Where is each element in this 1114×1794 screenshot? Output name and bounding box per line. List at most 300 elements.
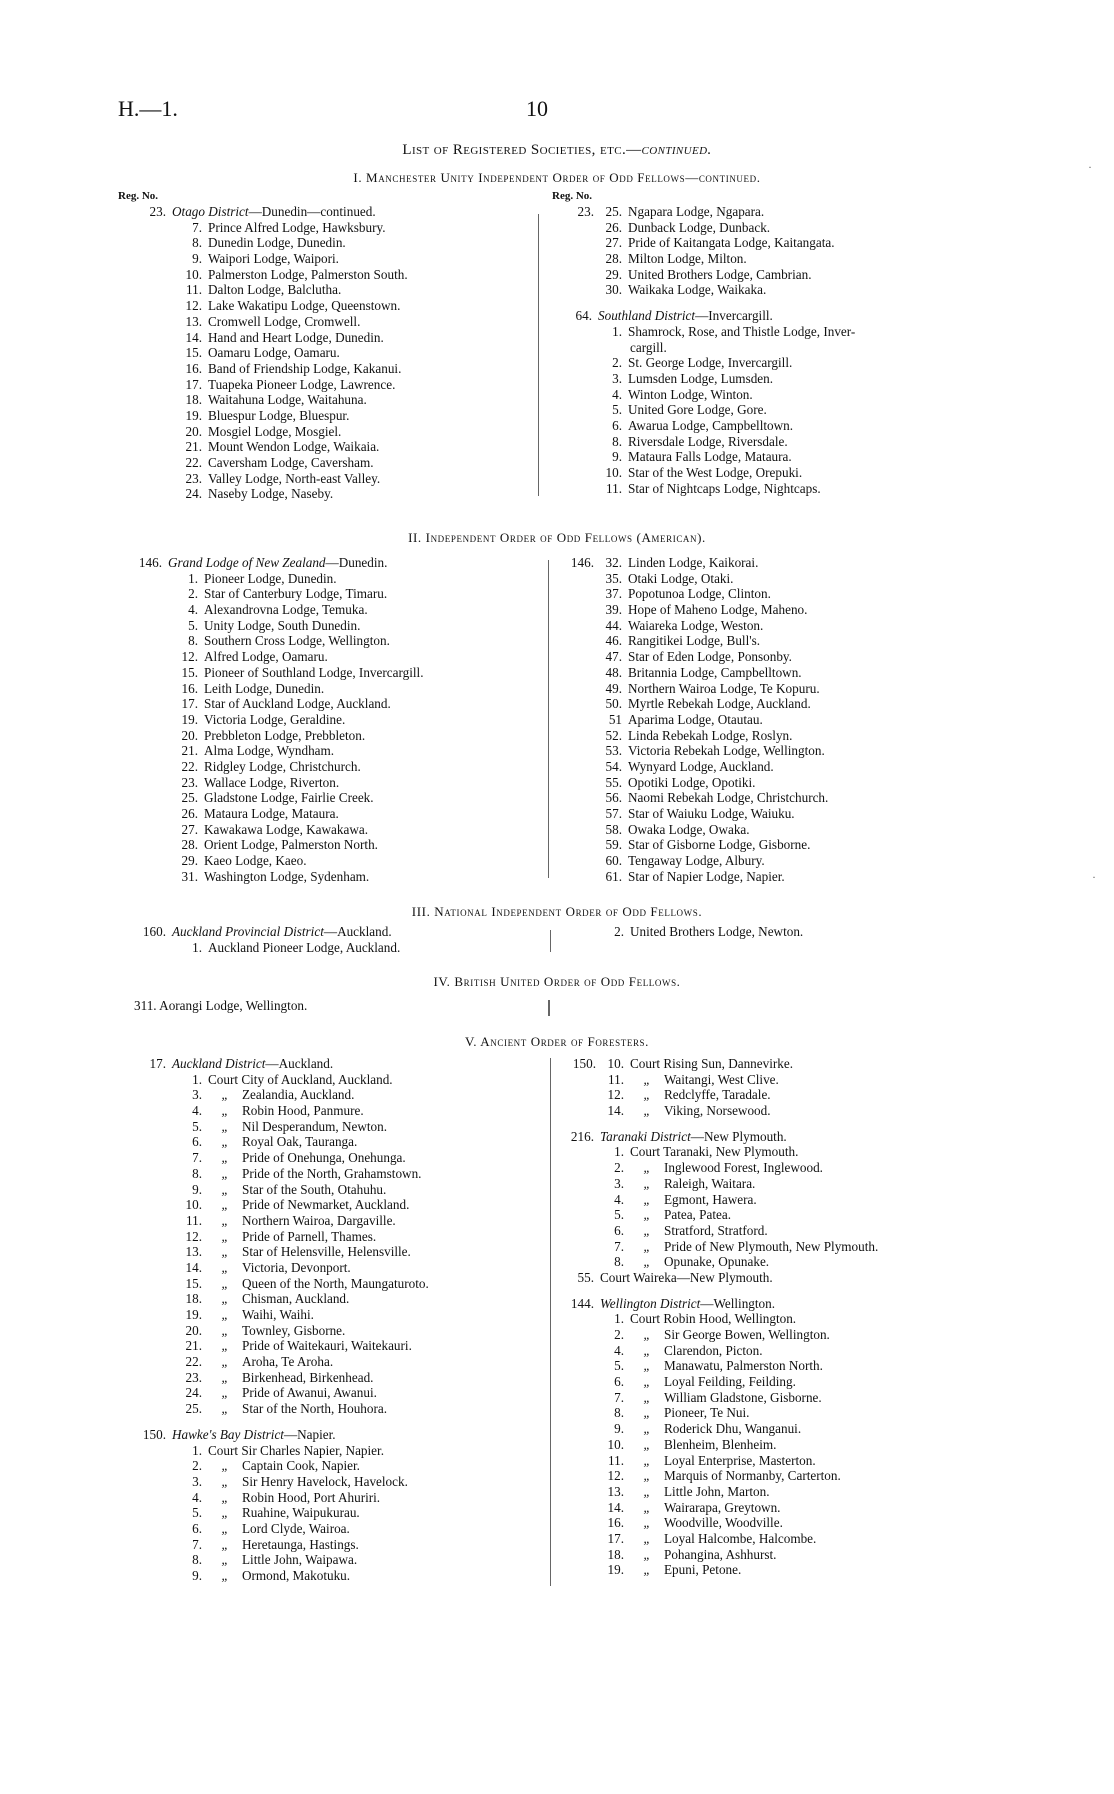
item-text: United Brothers Lodge, Newton. (630, 924, 804, 939)
item-text: Townley, Gisborne. (242, 1322, 346, 1338)
item-text: Band of Friendship Lodge, Kakanui. (208, 360, 402, 376)
item-text: Inglewood Forest, Inglewood. (664, 1160, 823, 1176)
item-number: 59. (605, 837, 622, 853)
item-number: 1. (614, 1144, 624, 1160)
item-number: 5. (614, 1358, 624, 1374)
item-number: 22. (181, 758, 198, 774)
list-item (168, 759, 424, 775)
list-item (600, 1072, 878, 1088)
ditto-mark: „ (221, 1536, 229, 1552)
item-text: Waitahuna Lodge, Waitahuna. (208, 392, 367, 408)
item-number: 12. (185, 1228, 202, 1244)
ditto-mark: „ (643, 1452, 651, 1468)
list-item (172, 1323, 429, 1339)
item-text: Pride of Newmarket, Auckland. (242, 1197, 410, 1213)
ditto-mark: „ (643, 1499, 651, 1515)
ditto-mark: „ (221, 1087, 229, 1103)
item-number: 17. (181, 696, 198, 712)
item-text: Dalton Lodge, Balclutha. (208, 282, 342, 298)
item-number: 32. (605, 555, 622, 570)
item-text: Ormond, Makotuku. (242, 1568, 351, 1583)
item-text: Aparima Lodge, Otautau. (628, 711, 763, 727)
item-number: 16. (607, 1515, 624, 1531)
reg-number: 144. (570, 1295, 594, 1311)
list-item (600, 1484, 878, 1500)
list-item (172, 1552, 429, 1568)
district-heading (138, 555, 424, 571)
item-number: 8. (612, 433, 622, 449)
list-item (598, 586, 828, 602)
margin-mark: · (1088, 160, 1092, 174)
item-number: 7. (192, 219, 202, 235)
section-4-left-column (134, 998, 307, 1014)
item-text: Lake Wakatipu Lodge, Queenstown. (208, 298, 401, 314)
item-text: Redclyffe, Taradale. (664, 1087, 771, 1103)
item-text: Star of the West Lodge, Orepuki. (628, 465, 803, 480)
item-number: 9. (192, 1568, 202, 1583)
district-place: —Wellington. (700, 1295, 776, 1311)
item-number: 16. (181, 680, 198, 696)
list-item (172, 1134, 429, 1150)
item-text: Pioneer Lodge, Dunedin. (204, 570, 337, 586)
item-text: Pride of the North, Grahamstown. (242, 1165, 422, 1181)
item-text: Shamrock, Rose, and Thistle Lodge, Inver- (628, 323, 856, 339)
item-number: 17. (185, 376, 202, 392)
item-number: 2. (614, 1160, 624, 1176)
list-item (600, 1405, 878, 1421)
list-item (172, 345, 408, 361)
list-item (598, 235, 855, 251)
list-item (168, 869, 424, 885)
ditto-mark: „ (643, 1374, 651, 1390)
item-number: 23. (185, 470, 202, 486)
reg-number: 311. (134, 998, 157, 1013)
ditto-mark: „ (221, 1354, 229, 1370)
list-item (598, 449, 855, 465)
item-text: Pride of Parnell, Thames. (242, 1228, 377, 1244)
list-item (172, 1103, 429, 1119)
list-item (172, 1213, 429, 1229)
ditto-mark: „ (221, 1322, 229, 1338)
item-text: United Gore Lodge, Gore. (628, 402, 767, 418)
list-item (168, 649, 424, 665)
item-text: Kaeo Lodge, Kaeo. (204, 853, 307, 869)
item-number: 19. (185, 407, 202, 423)
item-number: 2. (188, 586, 198, 602)
list-item (577, 1269, 878, 1286)
ditto-mark: „ (221, 1134, 229, 1150)
item-text: Egmont, Hawera. (664, 1191, 757, 1207)
item-number: 1. (192, 939, 202, 955)
item-text: Prebbleton Lodge, Prebbleton. (204, 727, 366, 743)
list-item (600, 1311, 878, 1327)
item-text: Oamaru Lodge, Oamaru. (208, 345, 340, 361)
section-1-left-column (149, 204, 408, 502)
item-number: 8. (188, 633, 198, 649)
list-item (600, 1087, 878, 1103)
list-item (598, 681, 828, 697)
list-item (168, 837, 424, 853)
list-item (598, 220, 855, 236)
ditto-mark: „ (221, 1568, 229, 1583)
list-item (598, 418, 855, 434)
item-text: Tengaway Lodge, Albury. (628, 853, 765, 869)
item-text: Court Sir Charles Napier, Napier. (208, 1442, 384, 1458)
item-text: Star of Helensville, Helensville. (242, 1244, 411, 1260)
item-number: 14. (607, 1103, 624, 1119)
item-number: 6. (612, 417, 622, 433)
reg-no-label-left: Reg. No. (118, 190, 159, 202)
list-item (172, 1490, 429, 1506)
item-text: Pioneer, Te Nui. (664, 1405, 750, 1421)
reg-number: 55. (577, 1269, 594, 1285)
ditto-mark: „ (221, 1244, 229, 1260)
item-number: 13. (185, 1244, 202, 1260)
list-item (172, 471, 408, 487)
list-item (168, 602, 424, 618)
item-number: 1. (192, 1442, 202, 1458)
ditto-mark: „ (643, 1389, 651, 1405)
list-item (598, 387, 855, 403)
ditto-mark: „ (221, 1401, 229, 1417)
item-number: 11. (186, 282, 202, 298)
item-text: Waikaka Lodge, Waikaka. (628, 282, 767, 298)
item-text: Captain Cook, Napier. (242, 1458, 360, 1474)
list-item (172, 392, 408, 408)
item-number: 2. (192, 1458, 202, 1474)
list-item (598, 696, 828, 712)
item-number: 25. (605, 204, 622, 219)
list-item (600, 1144, 878, 1160)
item-number: 11. (186, 1212, 202, 1228)
list-item (600, 1223, 878, 1239)
list-item (172, 1276, 429, 1292)
item-number: 4. (614, 1191, 624, 1207)
list-item (172, 1166, 429, 1182)
ditto-mark: „ (221, 1307, 229, 1322)
item-text: Tuapeka Pioneer Lodge, Lawrence. (208, 376, 396, 392)
list-item (168, 822, 424, 838)
list-item (168, 633, 424, 649)
item-text: Hand and Heart Lodge, Dunedin. (208, 329, 384, 345)
item-number: 3. (192, 1473, 202, 1489)
item-number: 35. (605, 570, 622, 586)
ditto-mark: „ (643, 1222, 651, 1238)
reg-number: 146. (138, 555, 162, 570)
item-text: Aorangi Lodge, Wellington. (159, 998, 308, 1013)
margin-mark: · (1092, 870, 1096, 884)
item-number: 26. (181, 806, 198, 821)
item-text: Dunedin Lodge, Dunedin. (208, 235, 346, 251)
item-text: St. George Lodge, Invercargill. (628, 355, 793, 371)
item-number: 15. (185, 345, 202, 361)
item-text: Alfred Lodge, Oamaru. (204, 649, 328, 665)
item-number: 26. (605, 219, 622, 235)
item-text: Chisman, Auckland. (242, 1291, 350, 1307)
list-item (168, 806, 424, 822)
district-heading (570, 1295, 878, 1312)
ditto-mark: „ (221, 1291, 229, 1307)
item-number: 18. (607, 1546, 624, 1562)
item-number: 52. (605, 727, 622, 743)
item-number: 4. (612, 386, 622, 402)
column-divider (550, 930, 551, 952)
section-3-left-column (142, 924, 401, 955)
ditto-mark: „ (221, 1473, 229, 1489)
item-text: Gladstone Lodge, Fairlie Creek. (204, 790, 374, 806)
district-name: Taranaki District (600, 1128, 691, 1144)
district-place: —Auckland. (265, 1056, 334, 1071)
list-item (172, 1385, 429, 1401)
item-number: 27. (181, 821, 198, 837)
list-item (600, 1515, 878, 1531)
list-item (168, 853, 424, 869)
item-text: Alma Lodge, Wyndham. (204, 743, 335, 759)
list-item (172, 220, 408, 236)
item-number: 14. (607, 1499, 624, 1515)
item-number: 29. (605, 266, 622, 282)
ditto-mark: „ (643, 1358, 651, 1374)
list-item (168, 618, 424, 634)
item-text: Star of Gisborne Lodge, Gisborne. (628, 837, 811, 853)
item-text: Mataura Falls Lodge, Mataura. (628, 449, 792, 465)
item-text: Manawatu, Palmerston North. (664, 1358, 823, 1374)
list-item (600, 1103, 878, 1119)
item-number: 4. (192, 1489, 202, 1505)
item-number: 1. (192, 1071, 202, 1087)
item-text: Cromwell Lodge, Cromwell. (208, 313, 361, 329)
ditto-mark: „ (643, 1238, 651, 1254)
item-text: Victoria Lodge, Geraldine. (204, 711, 346, 727)
district-place: —Auckland. (323, 924, 392, 939)
list-item (598, 371, 855, 387)
item-number: 10. (607, 1436, 624, 1452)
item-number: 4. (188, 602, 198, 618)
item-text: Birkenhead, Birkenhead. (242, 1369, 374, 1385)
list-item (598, 649, 828, 665)
item-text: Milton Lodge, Milton. (628, 251, 747, 267)
item-text: Queen of the North, Maungaturoto. (242, 1275, 429, 1291)
list-item (172, 298, 408, 314)
item-number: 31. (181, 868, 198, 884)
item-number: 30. (605, 282, 622, 298)
item-text: Owaka Lodge, Owaka. (628, 821, 750, 837)
item-text: Sir George Bowen, Wellington. (664, 1327, 830, 1342)
list-item (600, 1500, 878, 1516)
ditto-mark: „ (643, 1160, 651, 1176)
item-number: 5. (612, 402, 622, 418)
list-item (172, 1244, 429, 1260)
item-text: Court Robin Hood, Wellington. (630, 1311, 797, 1327)
ditto-mark: „ (221, 1338, 229, 1354)
item-number: 10. (185, 1197, 202, 1213)
item-number: 10. (605, 465, 622, 480)
item-number: 8. (192, 1165, 202, 1181)
item-number: 7. (614, 1389, 624, 1405)
item-number: 29. (181, 853, 198, 869)
item-number: 4. (614, 1342, 624, 1358)
list-item (172, 1443, 429, 1459)
list-item (598, 251, 855, 267)
ditto-mark: „ (221, 1520, 229, 1536)
district-name: Auckland District (172, 1056, 266, 1071)
item-text: Auckland Pioneer Lodge, Auckland. (208, 939, 401, 955)
list-item (172, 235, 408, 251)
list-item (172, 1537, 429, 1553)
list-item (600, 1239, 878, 1255)
item-number: 12. (181, 649, 198, 665)
item-number: 57. (605, 806, 622, 821)
item-number: 9. (614, 1421, 624, 1437)
item-text: Pride of Onehunga, Onehunga. (242, 1150, 406, 1166)
item-text: Court Waireka—New Plymouth. (600, 1269, 773, 1285)
ditto-mark: „ (221, 1489, 229, 1505)
ditto-mark: „ (221, 1197, 229, 1213)
item-text: Mataura Lodge, Mataura. (204, 806, 339, 821)
page-number: 10 (526, 96, 548, 121)
document-code: H.—1. (118, 96, 178, 121)
item-number: 12. (607, 1087, 624, 1103)
ditto-mark: „ (221, 1552, 229, 1568)
list-item (168, 712, 424, 728)
item-number: 28. (605, 251, 622, 267)
list-item (598, 481, 855, 497)
item-text: Little John, Waipawa. (242, 1552, 358, 1568)
ditto-mark: „ (221, 1150, 229, 1166)
item-number: 47. (605, 649, 622, 665)
item-number: 39. (605, 602, 622, 618)
item-number: 6. (192, 1134, 202, 1150)
list-item (172, 330, 408, 346)
ditto-mark: „ (643, 1175, 651, 1191)
item-number: 4. (192, 1103, 202, 1119)
district-heading (149, 1056, 429, 1072)
item-text: Naseby Lodge, Naseby. (208, 486, 334, 502)
ditto-mark: „ (643, 1087, 651, 1103)
district-name: Otago District (172, 204, 249, 219)
list-item (172, 361, 408, 377)
item-number: 20. (185, 1322, 202, 1338)
list-item (600, 1207, 878, 1223)
item-number: 21. (181, 743, 198, 759)
item-number: 10. (607, 1056, 624, 1071)
list-item (172, 1229, 429, 1245)
item-number: 15. (185, 1275, 202, 1291)
ditto-mark: „ (221, 1118, 229, 1134)
item-number: 27. (605, 235, 622, 251)
item-text: Pohangina, Ashhurst. (664, 1546, 777, 1562)
ditto-mark: „ (221, 1385, 229, 1401)
item-text: Northern Wairoa Lodge, Te Kopuru. (628, 680, 820, 696)
item-number: 54. (605, 758, 622, 774)
item-number: 11. (608, 1452, 624, 1468)
list-item (598, 790, 828, 806)
list-item (172, 439, 408, 455)
item-text: Roderick Dhu, Wanganui. (664, 1421, 802, 1437)
list-item (600, 1562, 878, 1578)
item-number: 13. (607, 1483, 624, 1499)
item-text: Winton Lodge, Winton. (628, 386, 753, 402)
list-item (598, 618, 828, 634)
list-item (172, 1474, 429, 1490)
list-item (172, 1119, 429, 1135)
item-text: Ngapara Lodge, Ngapara. (628, 204, 765, 219)
list-item (172, 377, 408, 393)
item-text: Royal Oak, Tauranga. (242, 1134, 358, 1150)
list-item (172, 1087, 429, 1103)
item-number: 20. (181, 727, 198, 743)
reg-number: 23. (577, 204, 594, 219)
item-text: Wairarapa, Greytown. (664, 1499, 781, 1515)
item-number: 9. (612, 449, 622, 465)
item-text: Naomi Rebekah Lodge, Christchurch. (628, 790, 829, 806)
item-number: 9. (192, 251, 202, 267)
item-text: Hope of Maheno Lodge, Maheno. (628, 602, 808, 618)
item-text: Heretaunga, Hastings. (242, 1536, 359, 1552)
list-item (172, 1521, 429, 1537)
item-text: Caversham Lodge, Caversham. (208, 455, 374, 470)
list-item (598, 728, 828, 744)
list-item (172, 251, 408, 267)
reg-number: 64. (575, 308, 592, 324)
list-item (600, 1374, 878, 1390)
reg-row (570, 555, 828, 571)
item-number: 19. (181, 711, 198, 727)
list-item (600, 1453, 878, 1469)
ditto-mark: „ (221, 1228, 229, 1244)
district-place: —New Plymouth. (690, 1128, 787, 1144)
list-item (168, 571, 424, 587)
item-number: 12. (607, 1468, 624, 1484)
item-text: Star of the South, Otahuhu. (242, 1181, 387, 1197)
ditto-mark: „ (643, 1327, 651, 1342)
item-text: Popotunoa Lodge, Clinton. (628, 586, 771, 602)
item-number: 22. (185, 1354, 202, 1370)
list-item (598, 837, 828, 853)
list-item (600, 1547, 878, 1563)
item-number: 3. (192, 1087, 202, 1103)
item-number: 6. (614, 1222, 624, 1238)
district-heading (570, 1128, 878, 1145)
district-name: Grand Lodge of New Zealand (168, 555, 326, 570)
list-item (600, 1358, 878, 1374)
list-item (168, 728, 424, 744)
item-number: 15. (181, 664, 198, 680)
item-text: Waipori Lodge, Waipori. (208, 251, 339, 267)
ditto-mark: „ (643, 1546, 651, 1562)
ditto-mark: „ (643, 1071, 651, 1087)
reg-number: 150. (142, 1426, 166, 1442)
item-text: Lord Clyde, Wairoa. (242, 1520, 350, 1536)
item-text: Northern Wairoa, Dargaville. (242, 1212, 396, 1228)
ditto-mark: „ (643, 1405, 651, 1421)
list-item-continuation: cargill. (630, 339, 667, 355)
list-item (598, 712, 828, 728)
item-number: 25. (181, 790, 198, 806)
item-text: Court Rising Sun, Dannevirke. (630, 1056, 794, 1071)
list-item (172, 1182, 429, 1198)
ditto-mark: „ (221, 1181, 229, 1197)
item-text: United Brothers Lodge, Cambrian. (628, 266, 812, 282)
list-item (168, 696, 424, 712)
item-number: 23. (185, 1369, 202, 1385)
list-item (598, 267, 855, 283)
list-item (598, 775, 828, 791)
list-item (168, 665, 424, 681)
item-text: Court City of Auckland, Auckland. (208, 1071, 393, 1087)
item-text: Epuni, Petone. (664, 1562, 742, 1578)
district-place: —Invercargill. (695, 308, 773, 324)
